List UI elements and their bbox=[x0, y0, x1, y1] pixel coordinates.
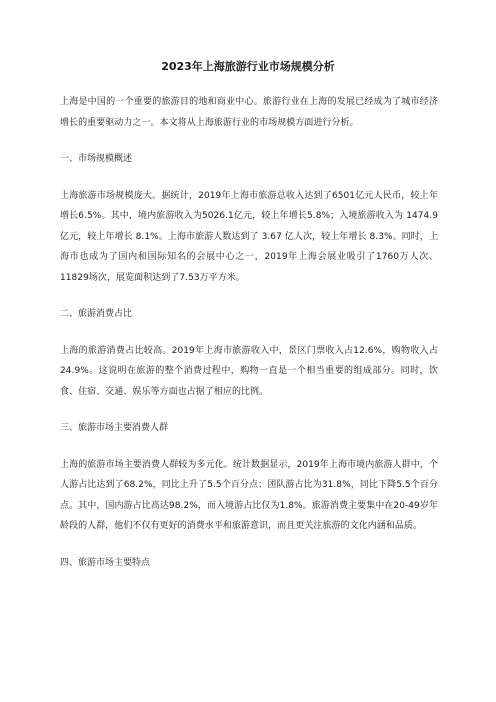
document-body bbox=[60, 92, 438, 589]
section-heading-market-overview: 一、市场规模概述 bbox=[60, 154, 133, 164]
document-title: 2023年上海旅游行业市场规模分析 bbox=[161, 60, 335, 73]
section-body-market-overview: 上海旅游市场规模庞大。据统计，2019年上海市旅游总收入达到了6501亿元人民币，较上年增长6.5%。其中，境内旅游收入为5026.1亿元，较上年增长5.8%；入境旅游收入为 1474.9 亿元，较上年增长 8.1%。上海市旅游人数达到了 3.67 亿人次，较上年增长 8.3%。同时，上海市也成为了国内和国际知名的会展中心之一，2019年上海会展业吸引了1760万人次、11829场次，展览面积达到了7.53万平方米。 bbox=[60, 190, 438, 283]
intro-paragraph: 上海是中国的一个重要的旅游目的地和商业中心。旅游行业在上海的发展已经成为了城市经济增长的重要驱动力之一。本文将从上海旅游行业的市场规模方面进行分析。 bbox=[60, 97, 438, 128]
section-body-consumer-groups: 上海的旅游市场主要消费人群较为多元化。统计数据显示，2019年上海市境内旅游人群中，个人游占比达到了68.2%，同比上升了5.5个百分点；团队游占比为31.8%，同比下降5.5个百分点。其中，国内游占比高达98.2%，而入境游占比仅为1.8%。旅游消费主要集中在20-49岁年龄段的人群，他们不仅有更好的消费水平和旅游意识，而且更关注旅游的文化内涵和品质。 bbox=[60, 459, 438, 531]
section-heading-consumer-groups: 三、旅游市场主要消费人群 bbox=[60, 423, 169, 433]
section-heading-market-features: 四、旅游市场主要特点 bbox=[60, 557, 151, 568]
section-body-consumption-share: 上海的旅游消费占比较高。2019年上海市旅游收入中，景区门票收入占12.6%，购物收入占24.9%。这说明在旅游的整个消费过程中，购物一直是一个相当重要的组成部分。同时，饮食、住宿、交通、娱乐等方面也占据了相应的比例。 bbox=[60, 345, 438, 397]
section-heading-consumption-share: 二、旅游消费占比 bbox=[60, 309, 133, 319]
